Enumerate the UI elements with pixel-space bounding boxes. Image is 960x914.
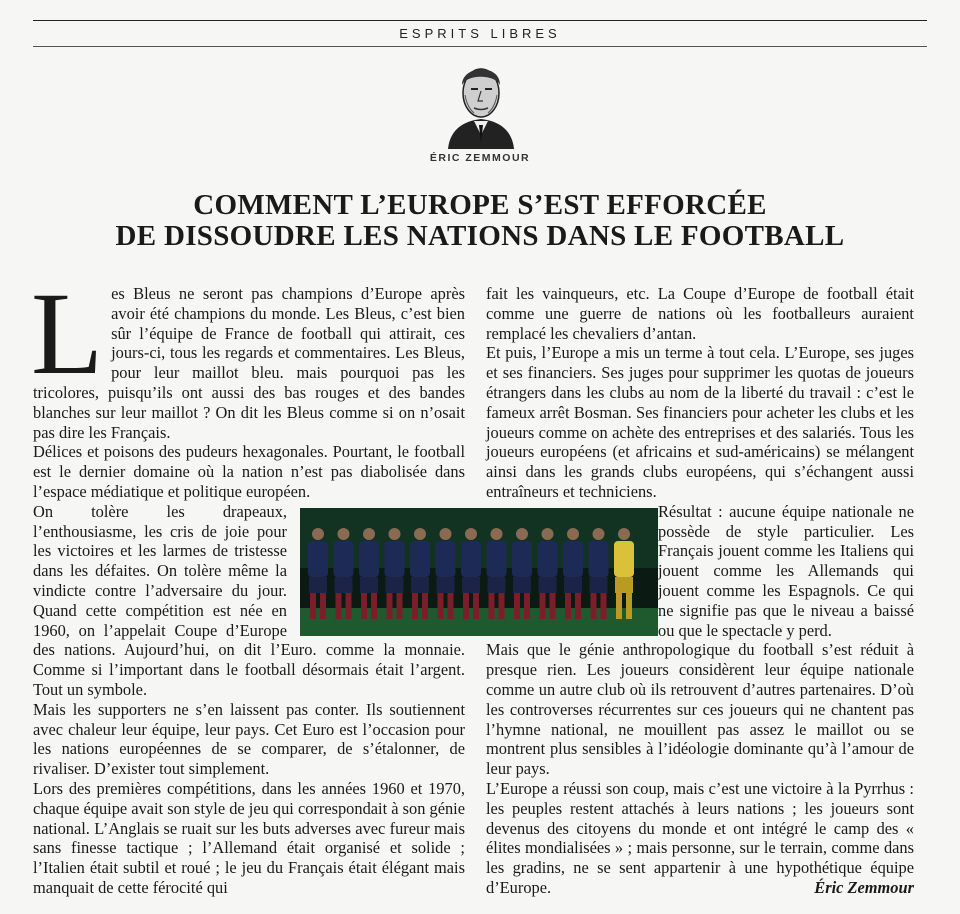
section-rubric: ESPRITS LIBRES xyxy=(399,26,561,41)
rubric-rule xyxy=(33,46,927,47)
paragraph: Résultat : aucune équipe nationale ne possède de style particulier. Les Français jouent comme les Italiens qui jouent comme les Allemands qui jouent comme les Espagnols. Ce qui ne signifie pas que le niveau a baissé ou que le spectacle y perd. xyxy=(658,501,914,640)
headline-line-1: COMMENT L’EUROPE S’EST EFFORCÉE xyxy=(193,189,767,221)
team-lineup-photo-icon xyxy=(300,508,658,636)
author-signature: Éric Zemmour xyxy=(814,877,914,897)
paragraph-text: L’Europe a réussi son coup, mais c’est une victoire à la Pyrrhus : les peuples restent attachés à leurs nations ; les joueurs sont devenus des citoyens du monde et ont intégré le camp des « élites mondialisées » ; mais personne, sur le terrain, comme dans les gradins, ne se sent appartenir à une hypothétique équipe d’Europe. xyxy=(486,778,914,897)
paragraph: Délices et poisons des pudeurs hexagonales. Pourtant, le football est le dernier domaine où la nation n’est pas diabolisée dans l’espace médiatique et politique européen. xyxy=(33,442,465,501)
paragraph: Lors des premières compétitions, dans les années 1960 et 1970, chaque équipe avait son style de jeu qui correspondait à son génie national. L’Anglais se ruait sur les buts adverses avec fureur mais sans finesse tactique ; l’Allemand était organisé et solide ; l’Italien était subtil et roué ; le jeu du Français était élégant mais manquait de cette férocité qui xyxy=(33,778,465,897)
paragraph: On tolère les drapeaux, l’enthousiasme, les cris de joie pour les victoires et les larmes de tristesse dans les défaites. On tolère même la vindicte contre l’adversaire du jour. Quand cette compétition est née en 1960, on l’appelait Coupe d’Europe des nations. Aujourd’hui, on dit l’Euro. comme la monnaie. Comme si l’important dans le football désormais était l’argent. Tout un symbole. xyxy=(33,501,465,699)
top-rule xyxy=(33,20,927,21)
drop-cap: L xyxy=(31,268,104,399)
paragraph: Mais que le génie anthropologique du football s’est réduit à presque rien. Les joueurs considèrent leur équipe nationale comme un autre club où ils retrouvent d’autres partenaires. D’où les controverses récurrentes sur ces joueurs qui ne chantent pas l’hymne national, ne mouillent pas assez le maillot ou se montrent plus sensibles à l’idéologie dominante qu’à l’amour de leur pays. xyxy=(486,640,914,779)
article-headline xyxy=(0,190,960,252)
paragraph: es Bleus ne seront pas champions d’Europe après avoir été champions du monde. Les Bleus, c’est bien sûr l’équipe de France de football qui attirait, ces jours-ci, tous les regards et commentaires. Les Bleus, pour leur maillot bleu. mais pourquoi pas les tricolores, puisqu’ils ont aussi des bas rouges et des bandes blanches sur leur maillot ? On dit les Bleus comme si on n’osait pas dire les Français. xyxy=(33,284,465,442)
author-portrait-icon xyxy=(438,55,524,149)
paragraph: Mais les supporters ne s’en laissent pas conter. Ils soutiennent avec chaleur leur équipe, leur pays. Cet Euro est l’occasion pour les nations européennes de se comparer, de s’étalonner, de rivaliser. D’exister tout simplement. xyxy=(33,699,465,779)
author-caption: ÉRIC ZEMMOUR xyxy=(429,152,531,164)
paragraph xyxy=(486,779,914,898)
paragraph: Et puis, l’Europe a mis un terme à tout cela. L’Europe, ses juges et ses financiers. Ses juges pour supprimer les quotas de joueurs étrangers dans les clubs au nom de la liberté du travail : c’est le fameux arrêt Bosman. Ses financiers pour acheter les clubs et les joueurs comme on achète des entreprises et des salariés. Tous les joueurs européens (et africains et sud-américains) se mélangent ainsi dans les grands clubs européens, qui s’échangent aussi entraîneurs et techniciens. xyxy=(486,343,914,501)
paragraph: fait les vainqueurs, etc. La Coupe d’Europe de football était comme une guerre de nations où les footballeurs auraient remplacé les chevaliers d’antan. xyxy=(486,284,914,343)
headline-line-2: DE DISSOUDRE LES NATIONS DANS LE FOOTBALL xyxy=(115,220,845,252)
